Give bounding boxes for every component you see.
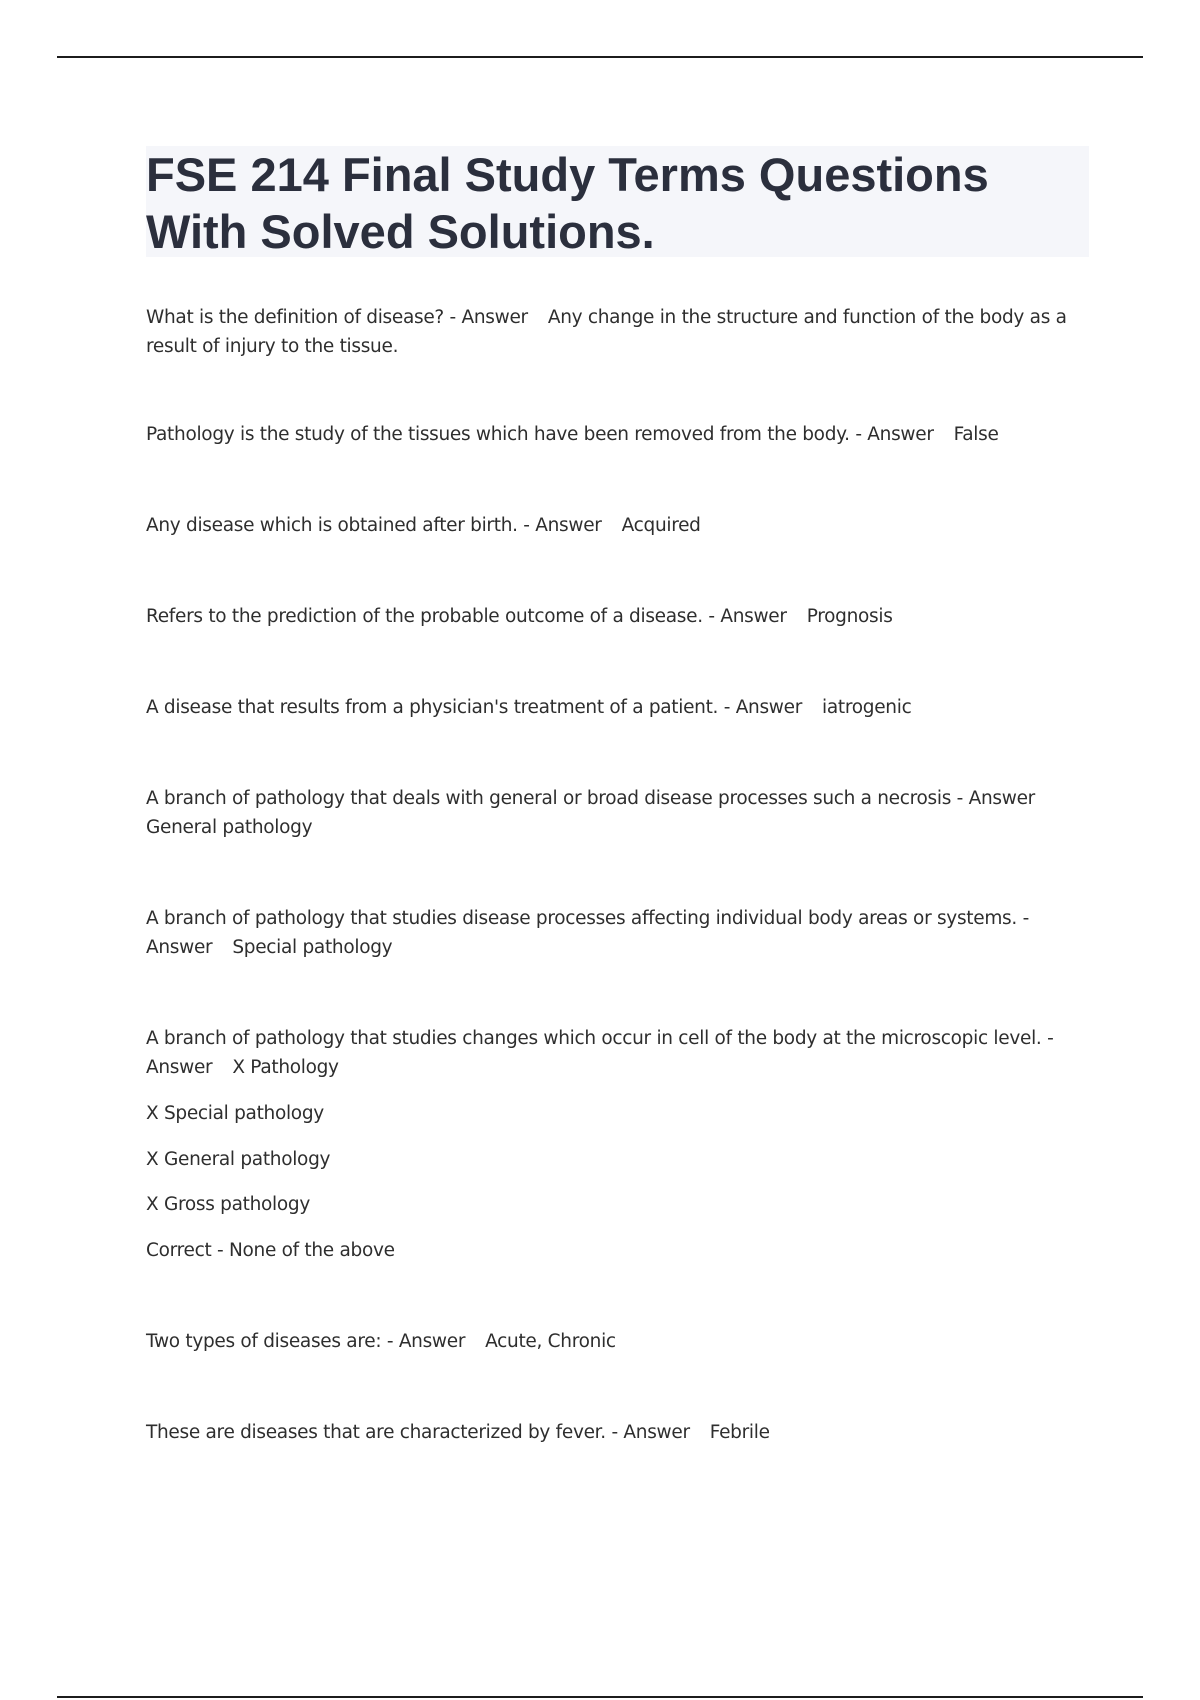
answer-option: X General pathology (146, 1149, 331, 1170)
qa-text (146, 904, 1076, 962)
answer-text: iatrogenic (822, 697, 912, 718)
question-text: Two types of diseases are: (146, 1331, 382, 1352)
answer-text: Acquired (621, 515, 701, 536)
question-text: These are diseases that are characterized by fever. (146, 1422, 606, 1443)
qa-text (146, 602, 1076, 631)
answer-marker: - Answer (386, 1331, 466, 1352)
qa-text (146, 784, 1076, 842)
qa-item (146, 511, 1076, 540)
answer-option: X Special pathology (146, 1103, 324, 1124)
answer-marker: - Answer (708, 606, 787, 627)
answer-text: False (953, 424, 999, 445)
answer-text: X Pathology (232, 1057, 339, 1078)
bottom-rule (57, 1696, 1143, 1698)
top-rule (57, 56, 1143, 58)
qa-item (146, 420, 1076, 449)
qa-text (146, 420, 1076, 449)
qa-text (146, 1418, 1076, 1447)
answer-text: Any change in the structure and function of the body as a result of injury to the tissue. (146, 307, 1067, 357)
qa-item (146, 1418, 1076, 1447)
qa-text (146, 1327, 1076, 1356)
qa-item (146, 1024, 1076, 1082)
answer-text: General pathology (146, 817, 313, 838)
answer-marker: - Answer (611, 1422, 690, 1443)
qa-item (146, 303, 1076, 361)
qa-text (146, 1024, 1076, 1082)
answer-option: Correct - None of the above (146, 1240, 395, 1261)
question-text: What is the definition of disease? (146, 307, 444, 328)
qa-item (146, 602, 1076, 631)
answer-marker: - Answer (523, 515, 602, 536)
qa-item (146, 1327, 1076, 1356)
page-title: FSE 214 Final Study Terms Questions With Solved Solutions. (146, 148, 989, 258)
qa-item (146, 784, 1076, 842)
qa-text (146, 693, 1076, 722)
question-text: Refers to the prediction of the probable outcome of a disease. (146, 606, 703, 627)
answer-text: Special pathology (232, 937, 393, 958)
question-text: Any disease which is obtained after birth. (146, 515, 518, 536)
answer-marker: - Answer (449, 307, 528, 328)
answer-marker: - Answer (146, 908, 1029, 958)
answer-text: Acute, Chronic (485, 1331, 616, 1352)
answer-option: X Gross pathology (146, 1194, 310, 1215)
qa-item (146, 904, 1076, 962)
answer-marker: - Answer (855, 424, 934, 445)
question-text: A disease that results from a physician's treatment of a patient. (146, 697, 719, 718)
qa-text (146, 303, 1076, 361)
qa-item (146, 693, 1076, 722)
question-text: A branch of pathology that deals with general or broad disease processes such a necrosis (146, 788, 952, 809)
answer-marker: - Answer (956, 788, 1035, 809)
question-text: A branch of pathology that studies changes which occur in cell of the body at the microscopic level. (146, 1028, 1042, 1049)
title-block (146, 146, 1089, 257)
question-text: A branch of pathology that studies disease processes affecting individual body areas or systems. (146, 908, 1017, 929)
question-text: Pathology is the study of the tissues which have been removed from the body. (146, 424, 850, 445)
answer-marker: - Answer (723, 697, 803, 718)
answer-text: Febrile (709, 1422, 770, 1443)
answer-marker: - Answer (146, 1028, 1054, 1078)
answer-text: Prognosis (806, 606, 893, 627)
qa-text (146, 511, 1076, 540)
